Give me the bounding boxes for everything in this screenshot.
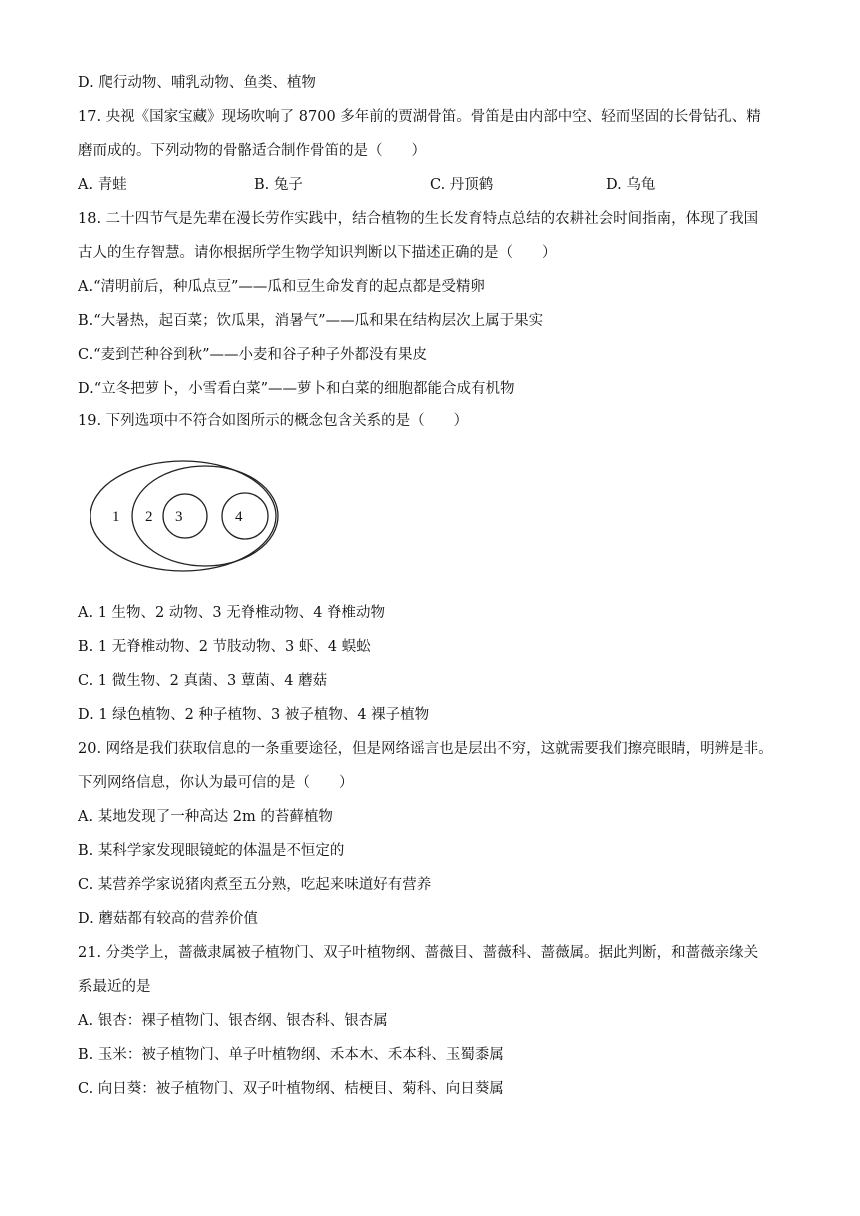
q20-stem-line1: 20. 网络是我们获取信息的一条重要途径，但是网络谣言也是层出不穷，这就需要我们擦亮眼睛，明辨是非。 xyxy=(78,741,773,757)
q18-stem-line1: 18. 二十四节气是先辈在漫长劳作实践中，结合植物的生长发育特点总结的农耕社会时间指南，体现了我国 xyxy=(78,211,759,227)
q17-stem-line2: 磨而成的。下列动物的骨骼适合制作骨笛的是（ ） xyxy=(78,143,426,159)
q17-option-c: C. 丹顶鹤 xyxy=(430,177,494,193)
q18-stem-line2: 古人的生存智慧。请你根据所学生物学知识判断以下描述正确的是（ ） xyxy=(78,245,557,261)
q19-stem: 19. 下列选项中不符合如图所示的概念包含关系的是（ ） xyxy=(78,413,469,429)
q18-option-c: C.“麦到芒种谷到秋”——小麦和谷子种子外都没有果皮 xyxy=(78,347,428,363)
label-2: 2 xyxy=(145,509,153,525)
q18-option-d: D.“立冬把萝卜，小雪看白菜”——萝卜和白菜的细胞都能合成有机物 xyxy=(78,381,515,397)
label-3: 3 xyxy=(175,509,183,525)
circle-4 xyxy=(222,493,268,539)
q21-stem-line2: 系最近的是 xyxy=(78,979,151,995)
q17-option-a: A. 青蛙 xyxy=(78,177,127,193)
q20-option-b: B. 某科学家发现眼镜蛇的体温是不恒定的 xyxy=(78,843,345,859)
q18-option-b: B.“大暑热，起百菜；饮瓜果，消暑气”——瓜和果在结构层次上属于果实 xyxy=(78,313,544,329)
q17-option-b: B. 兔子 xyxy=(254,177,303,193)
q16-option-d: D. 爬行动物、哺乳动物、鱼类、植物 xyxy=(78,75,316,91)
label-4: 4 xyxy=(235,509,243,525)
q21-stem-line1: 21. 分类学上，蔷薇隶属被子植物门、双子叶植物纲、蔷薇目、蔷薇科、蔷薇属。据此判断，和蔷薇亲缘关 xyxy=(78,945,759,961)
circle-3 xyxy=(163,494,207,538)
q19-option-d: D. 1 绿色植物、2 种子植物、3 被子植物、4 裸子植物 xyxy=(78,707,430,723)
q20-option-d: D. 蘑菇都有较高的营养价值 xyxy=(78,911,258,927)
q21-option-c: C. 向日葵：被子植物门、双子叶植物纲、桔梗目、菊科、向日葵属 xyxy=(78,1081,504,1097)
q19-option-c: C. 1 微生物、2 真菌、3 蕈菌、4 蘑菇 xyxy=(78,673,328,689)
q17-stem-line1: 17. 央视《国家宝藏》现场吹响了 8700 多年前的贾湖骨笛。骨笛是由内部中空、轻而坚固的长骨钻孔、精 xyxy=(78,109,761,125)
q21-option-a: A. 银杏：裸子植物门、银杏纲、银杏科、银杏属 xyxy=(78,1013,388,1029)
q18-option-a: A.“清明前后，种瓜点豆”——瓜和豆生命发育的起点都是受精卵 xyxy=(78,279,485,295)
circle-2 xyxy=(132,466,278,566)
q21-option-b: B. 玉米：被子植物门、单子叶植物纲、禾本木、禾本科、玉蜀黍属 xyxy=(78,1047,504,1063)
q19-option-a: A. 1 生物、2 动物、3 无脊椎动物、4 脊椎动物 xyxy=(78,605,386,621)
label-1: 1 xyxy=(112,509,120,525)
q20-stem-line2: 下列网络信息，你认为最可信的是（ ） xyxy=(78,775,354,791)
q20-option-c: C. 某营养学家说猪肉煮至五分熟，吃起来味道好有营养 xyxy=(78,877,432,893)
q20-option-a: A. 某地发现了一种高达 2m 的苔藓植物 xyxy=(78,809,333,825)
q19-option-b: B. 1 无脊椎动物、2 节肢动物、3 虾、4 蜈蚣 xyxy=(78,639,371,655)
concept-inclusion-diagram xyxy=(90,460,290,590)
q17-option-d: D. 乌龟 xyxy=(606,177,656,193)
